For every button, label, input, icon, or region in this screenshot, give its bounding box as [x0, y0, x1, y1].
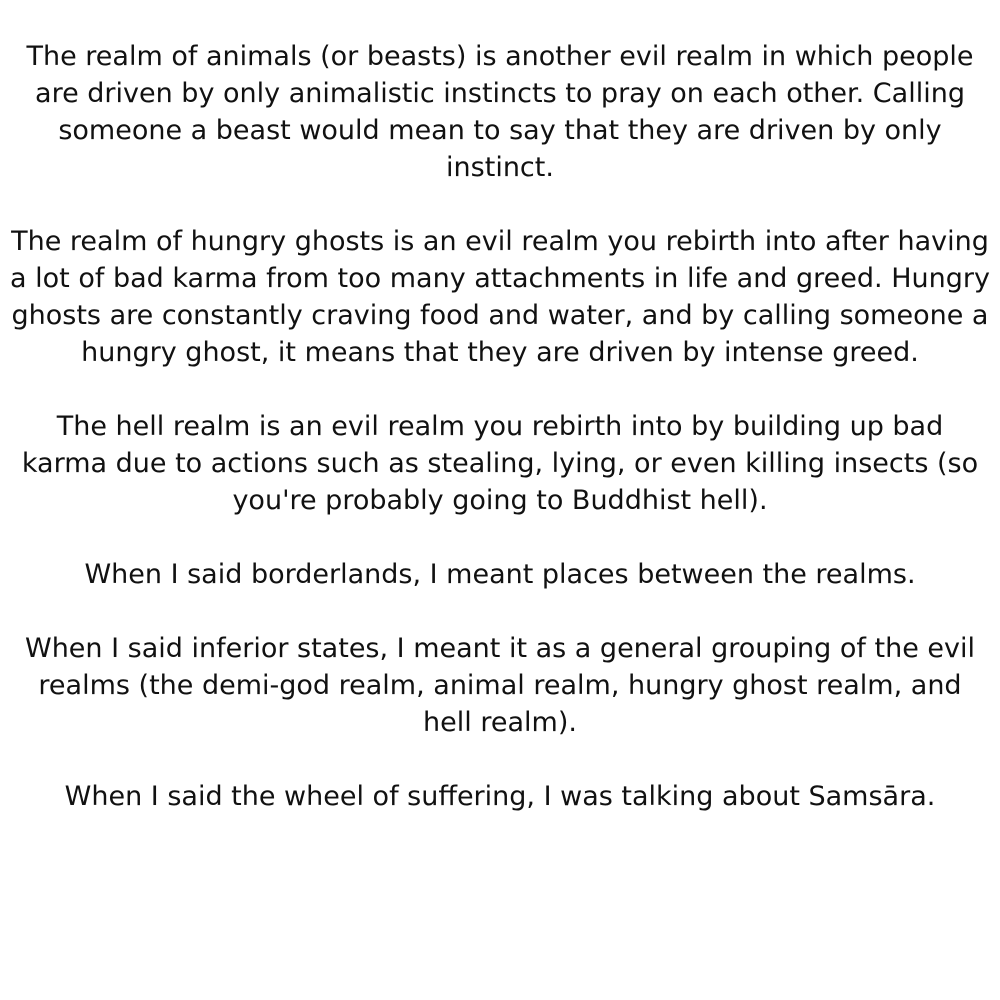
- document-body: [0, 38, 1000, 815]
- paragraph-hell-realm: The hell realm is an evil realm you rebirth into by building up bad karma due to actions such as stealing, lying, or even killing insects (so you're probably going to Buddhist hell).: [21, 411, 979, 516]
- paragraph-inferior-states: When I said inferior states, I meant it as a general grouping of the evil realms (the demi-god realm, animal realm, hungry ghost realm, and hell realm).: [25, 633, 975, 738]
- paragraph-hungry-ghost-realm: The realm of hungry ghosts is an evil realm you rebirth into after having a lot of bad karma from too many attachments in life and greed. Hungry ghosts are constantly craving food and water, and by calling someone a hungry ghost, it means that they are driven by intense greed.: [10, 226, 990, 368]
- paragraph-animal-realm: The realm of animals (or beasts) is another evil realm in which people are driven by only animalistic instincts to pray on each other. Calling someone a beast would mean to say that they are driven by only instinct.: [26, 41, 974, 183]
- paragraph-borderlands: When I said borderlands, I meant places between the realms.: [84, 559, 916, 590]
- paragraph-wheel-of-suffering: When I said the wheel of suffering, I was talking about Samsāra.: [64, 781, 936, 812]
